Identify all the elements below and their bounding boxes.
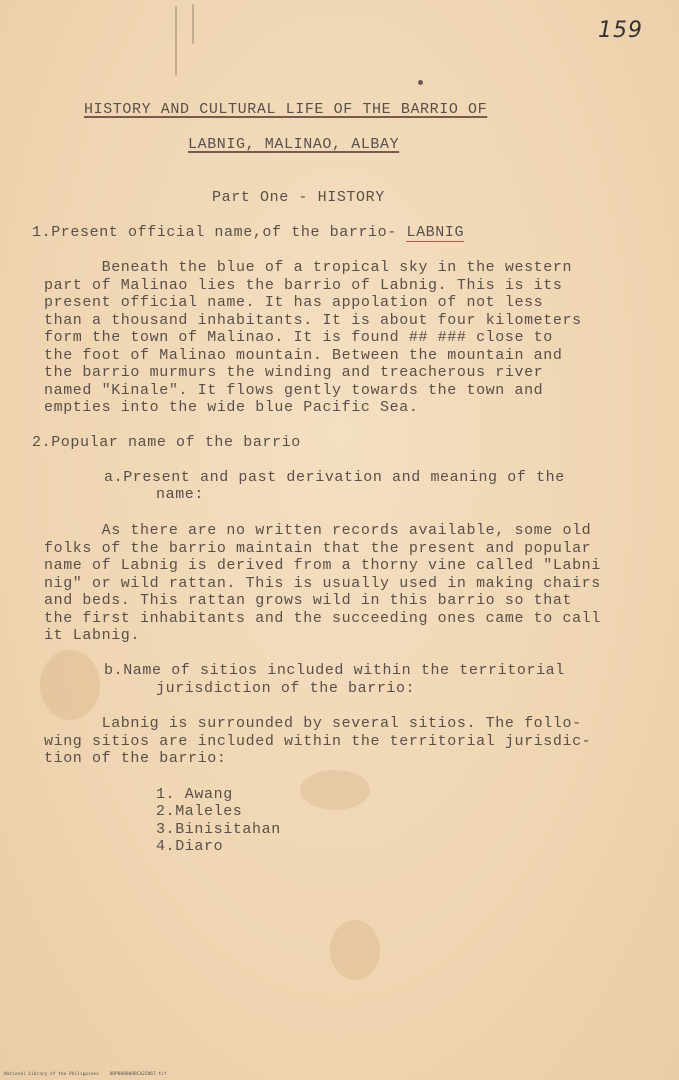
subheading-b-line-1: b.Name of sitios included within the territorial: [104, 662, 565, 679]
paragraph-line: the barrio murmurs the winding and treacherous river: [44, 364, 544, 381]
section-1-heading: [32, 224, 464, 242]
barrio-name: LABNIG: [406, 224, 465, 241]
paragraph-line: name of Labnig is derived from a thorny vine called "Labni: [44, 557, 601, 574]
subheading-b-line-2: jurisdiction of the barrio:: [156, 680, 416, 697]
paragraph-line: Labnig is surrounded by several sitios. The follo-: [44, 715, 582, 732]
pencil-mark: [192, 4, 194, 44]
pencil-mark: [175, 6, 177, 76]
ink-dot: [418, 80, 423, 85]
paragraph-line: Beneath the blue of a tropical sky in the western: [44, 259, 573, 276]
paragraph-line: named "Kinale". It flows gently towards the town and: [44, 382, 544, 399]
part-heading: Part One - HISTORY: [212, 189, 385, 206]
paragraph-line: part of Malinao lies the barrio of Labnig. This is its: [44, 277, 563, 294]
sitio-list-item: 1. Awang: [156, 786, 233, 803]
paragraph-line: nig" or wild rattan. This is usually used in making chairs: [44, 575, 601, 592]
paper-stain: [40, 650, 100, 720]
paragraph-line: As there are no written records available, some old: [44, 522, 592, 539]
title-line-1: HISTORY AND CULTURAL LIFE OF THE BARRIO OF: [84, 101, 488, 118]
paper-stain: [300, 770, 370, 810]
paper-stain: [330, 920, 380, 980]
paragraph-line: form the town of Malinao. It is found ## ### close to: [44, 329, 553, 346]
paragraph-line: than a thousand inhabitants. It is about four kilometers: [44, 312, 582, 329]
paragraph-line: folks of the barrio maintain that the present and popular: [44, 540, 592, 557]
paragraph-line: present official name. It has appolation of not less: [44, 294, 544, 311]
paragraph-line: empties into the wide blue Pacific Sea.: [44, 399, 419, 416]
subheading-a-line-1: a.Present and past derivation and meaning of the: [104, 469, 565, 486]
sitio-list-item: 2.Maleles: [156, 803, 243, 820]
sitio-list-item: 3.Binisitahan: [156, 821, 281, 838]
section-1-heading-text: 1.Present official name,of the barrio-: [32, 224, 407, 241]
paragraph-line: and beds. This rattan grows wild in this barrio so that: [44, 592, 573, 609]
paragraph-line: the foot of Malinao mountain. Between the mountain and: [44, 347, 563, 364]
page-number-stamp: 159: [598, 18, 643, 43]
paragraph-line: it Labnig.: [44, 627, 141, 644]
section-2-heading: 2.Popular name of the barrio: [32, 434, 301, 451]
archive-footer: National Library of the Philippines HDP00800OBCA2Z067.tif: [4, 1072, 167, 1077]
paragraph-line: wing sitios are included within the territorial jurisdic-: [44, 733, 592, 750]
paragraph-line: the first inhabitants and the succeeding ones came to call: [44, 610, 601, 627]
subheading-a-line-2: name:: [156, 486, 205, 503]
sitio-list-item: 4.Diaro: [156, 838, 224, 855]
title-line-2: LABNIG, MALINAO, ALBAY: [188, 136, 400, 153]
paragraph-line: tion of the barrio:: [44, 750, 227, 767]
